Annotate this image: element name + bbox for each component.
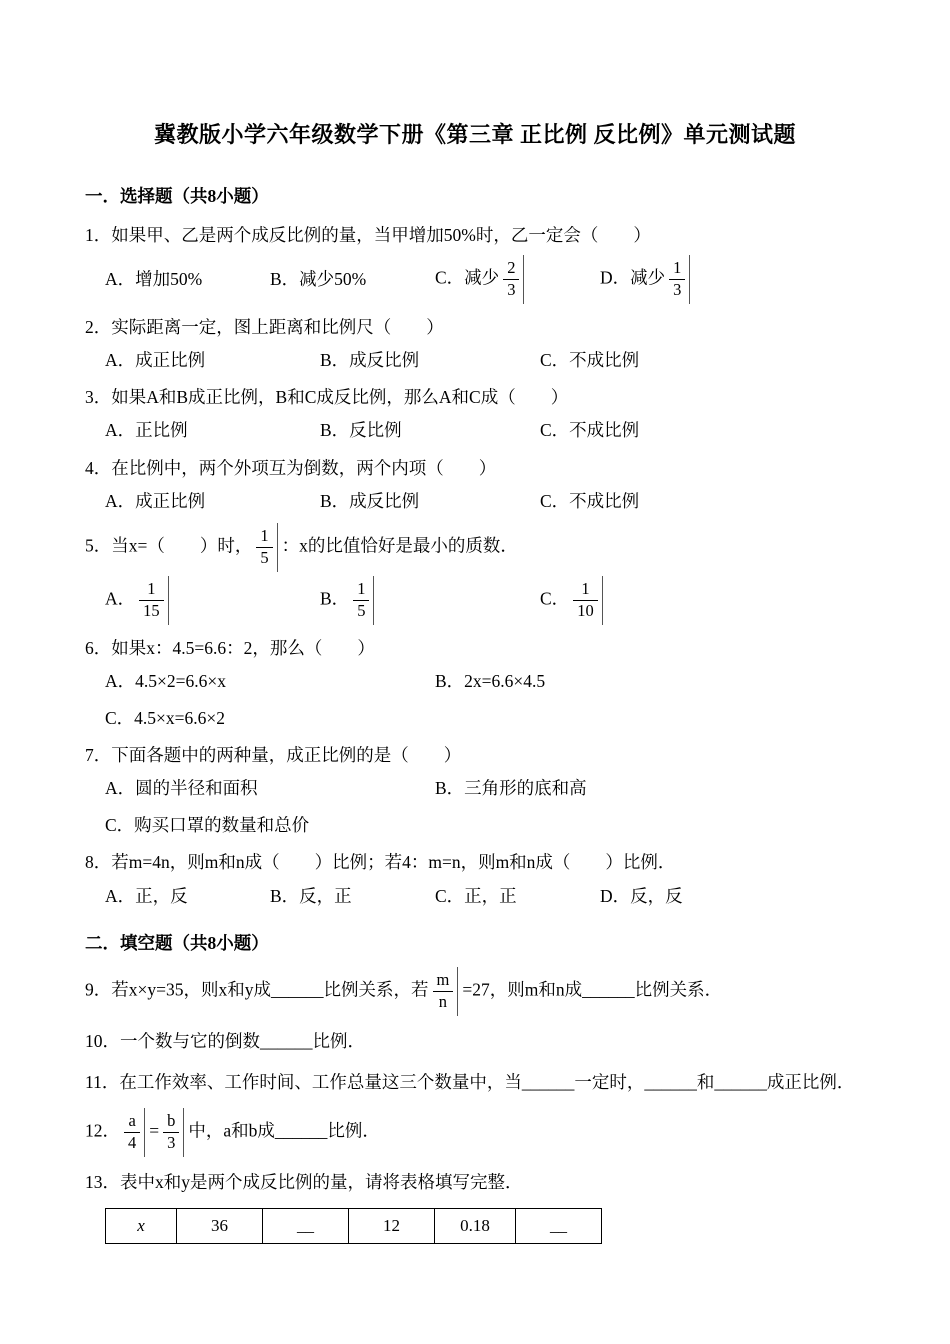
question-6 [85, 635, 865, 732]
question-1-option-d [600, 257, 694, 302]
fraction-numerator: a [124, 1112, 140, 1133]
question-2 [85, 314, 865, 374]
fraction-one-tenth [573, 580, 603, 621]
question-2-option-b: B．成反比例 [320, 350, 420, 371]
section-heading-choice: 一．选择题（共8小题） [85, 186, 269, 206]
question-6-option-c: C．4.5×x=6.6×2 [105, 707, 226, 728]
question-5-options [105, 578, 865, 623]
question-2-option-a: A．成正比例 [105, 350, 206, 371]
question-5 [85, 525, 865, 623]
question-1 [85, 222, 865, 302]
question-4-option-c: C．不成比例 [540, 490, 640, 511]
question-8-option-b: B．反，正 [270, 885, 352, 906]
option-c-label: C．减少 [435, 267, 500, 288]
question-6-text: 6．如果x：4.5=6.6：2，那么（ ） [85, 637, 375, 658]
question-1-option-c [435, 257, 600, 302]
question-12-text-part2: 中，a和b成______比例． [188, 1120, 380, 1141]
fraction-denominator: n [438, 991, 448, 1011]
question-2-text: 2．实际距离一定，图上距离和比例尺（ ） [85, 317, 444, 338]
question-4-options [105, 488, 865, 515]
question-9-text-part1: 9．若x×y=35，则x和y成______比例关系，若 [85, 979, 429, 1000]
fraction-denominator: 3 [507, 280, 516, 300]
table-cell-value-2: 12 [349, 1208, 435, 1243]
question-8-option-c: C．正，正 [435, 885, 517, 906]
fraction-two-thirds [503, 259, 524, 300]
fraction-numerator: b [163, 1112, 179, 1133]
fraction-m-over-n [433, 971, 459, 1012]
fraction-denominator: 10 [577, 600, 594, 620]
question-5-option-b [320, 578, 540, 623]
fraction-denominator: 3 [167, 1132, 176, 1152]
question-4-option-a: A．成正比例 [105, 490, 206, 511]
question-1-text: 1．如果甲、乙是两个成反比例的量，当甲增加50%时，乙一定会（ ） [85, 225, 651, 245]
fraction-one-fifteenth [139, 580, 169, 621]
question-5-text-part1: 5．当x=（ ）时， [85, 535, 253, 556]
fraction-numerator: 1 [669, 259, 685, 280]
question-7-text: 7．下面各题中的两种量，成正比例的是（ ） [85, 745, 462, 766]
question-1-option-a: A．增加50% [105, 269, 203, 290]
question-13 [85, 1169, 865, 1244]
question-5-text [85, 525, 865, 570]
question-4 [85, 455, 865, 515]
fraction-denominator: 3 [673, 280, 682, 300]
fraction-numerator: m [433, 971, 454, 992]
question-12 [85, 1110, 865, 1155]
table-cell-value-3: 0.18 [435, 1208, 516, 1243]
fraction-numerator: 1 [256, 527, 272, 548]
question-2-options [105, 347, 865, 374]
table-cell-blank-2[interactable]: __ [516, 1208, 602, 1243]
option-b-label: B． [320, 588, 350, 609]
question-8-option-d: D．反，反 [600, 885, 683, 906]
question-7-option-b: B．三角形的底和高 [435, 778, 587, 799]
table-cell-x-header: x [106, 1208, 177, 1243]
question-5-text-part2: ：x的比值恰好是最小的质数． [281, 535, 518, 556]
question-7-options-row1 [105, 775, 865, 802]
question-10: 10．一个数与它的倒数______比例． [85, 1030, 365, 1051]
question-3-option-c: C．不成比例 [540, 420, 640, 441]
question-3-option-b: B．反比例 [320, 420, 402, 441]
fraction-one-fifth [256, 527, 277, 568]
question-5-option-a [105, 578, 320, 623]
fraction-numerator: 2 [503, 259, 519, 280]
fraction-denominator: 5 [260, 547, 269, 567]
question-2-option-c: C．不成比例 [540, 350, 640, 371]
question-9 [85, 969, 865, 1014]
option-a-label: A． [105, 588, 136, 609]
question-3 [85, 384, 865, 444]
proportion-table [105, 1208, 602, 1244]
fraction-one-fifth [353, 580, 374, 621]
section-heading-fill: 二．填空题（共8小题） [85, 932, 269, 953]
question-1-option-b: B．减少50% [270, 269, 367, 290]
question-8-option-a: A．正，反 [105, 885, 188, 906]
table-cell-blank-1[interactable]: __ [263, 1208, 349, 1243]
question-1-options [105, 257, 865, 302]
fraction-numerator: 1 [573, 580, 598, 601]
fraction-b-over-3 [163, 1112, 184, 1153]
question-6-option-a: A．4.5×2=6.6×x [105, 670, 226, 691]
fraction-numerator: 1 [353, 580, 369, 601]
equals-sign: = [149, 1120, 160, 1141]
fraction-one-third [669, 259, 690, 300]
page-title: 冀教版小学六年级数学下册《第三章 正比例 反比例》单元测试题 [153, 122, 796, 147]
question-11: 11．在工作效率、工作时间、工作总量这三个数量中，当______一定时，______和______成正比例． [85, 1071, 855, 1092]
table-cell-value-1: 36 [177, 1208, 263, 1243]
option-d-label: D．减少 [600, 267, 666, 288]
fraction-denominator: 4 [128, 1132, 137, 1152]
question-7-option-a: A．圆的半径和面积 [105, 778, 258, 799]
question-7 [85, 742, 865, 839]
option-c-label: C． [540, 588, 570, 609]
question-8-text: 8．若m=4n，则m和n成（ ）比例；若4：m=n，则m和n成（ ）比例． [85, 852, 676, 873]
question-8-options [105, 883, 865, 910]
fraction-denominator: 15 [143, 600, 160, 620]
question-13-text: 13．表中x和y是两个成反比例的量，请将表格填写完整． [85, 1171, 523, 1192]
question-6-options-row1 [105, 668, 865, 695]
fraction-numerator: 1 [139, 580, 164, 601]
question-7-option-c: C．购买口罩的数量和总价 [105, 815, 310, 836]
question-3-text: 3．如果A和B成正比例，B和C成反比例，那么A和C成（ ） [85, 387, 569, 408]
question-9-text-part2: =27，则m和n成______比例关系． [462, 979, 723, 1000]
question-12-number: 12． [85, 1120, 120, 1141]
question-6-option-b: B．2x=6.6×4.5 [435, 670, 546, 691]
table-row [106, 1208, 602, 1243]
question-4-text: 4．在比例中，两个外项互为倒数，两个内项（ ） [85, 457, 497, 478]
fraction-a-over-4 [124, 1112, 145, 1153]
question-4-option-b: B．成反比例 [320, 490, 420, 511]
question-3-option-a: A．正比例 [105, 420, 188, 441]
fraction-denominator: 5 [357, 600, 366, 620]
question-8 [85, 849, 865, 909]
question-5-option-c [540, 578, 607, 623]
question-3-options [105, 417, 865, 444]
